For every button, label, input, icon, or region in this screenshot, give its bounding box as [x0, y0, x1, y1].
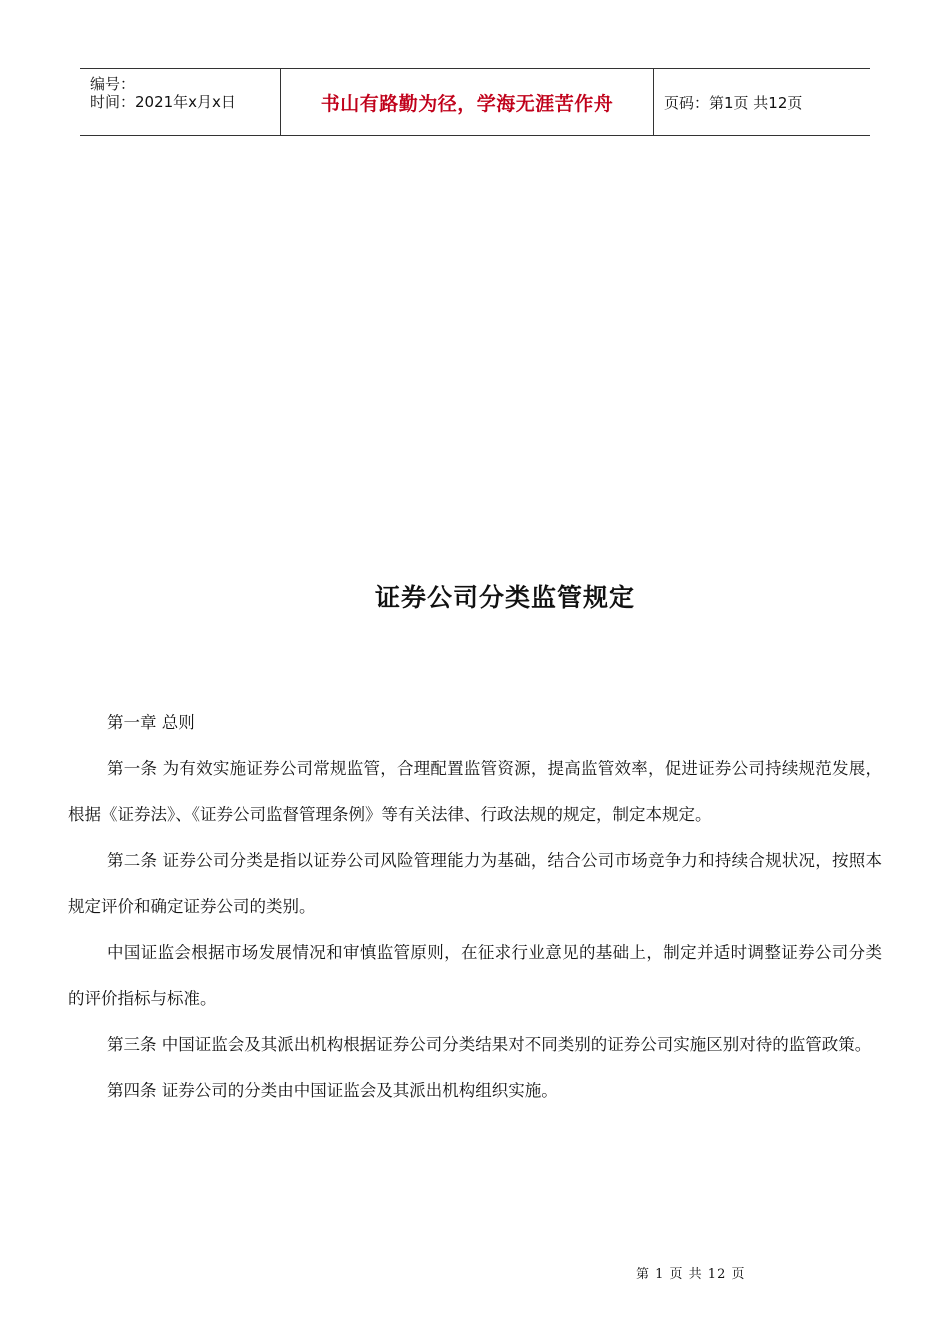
article-paragraph: 第一条 为有效实施证券公司常规监管，合理配置监管资源，提高监管效率，促进证券公司持续规范发展，根据《证券法》、《证券公司监督管理条例》等有关法律、行政法规的规定，制定本规定。	[68, 759, 882, 824]
header-page-cell	[654, 69, 870, 135]
motto-text: 书山有路勤为径，学海无涯苦作舟	[320, 92, 614, 115]
page-footer: 第 1 页 共 12 页	[636, 1267, 746, 1282]
number-label: 编号：	[90, 75, 136, 93]
page-label: 页码：第1页 共12页	[664, 93, 803, 112]
header-motto-cell	[281, 69, 654, 135]
document-body	[68, 700, 882, 1114]
time-label: 时间：2021年x月x日	[90, 93, 236, 111]
article-paragraph: 第四条 证券公司的分类由中国证监会及其派出机构组织实施。	[107, 1081, 558, 1100]
article-paragraph: 第二条 证券公司分类是指以证券公司风险管理能力为基础，结合公司市场竞争力和持续合规状况，按照本规定评价和确定证券公司的类别。	[68, 851, 882, 916]
header-meta-cell	[80, 69, 281, 135]
article-paragraph: 第三条 中国证监会及其派出机构根据证券公司分类结果对不同类别的证券公司实施区别对待的监管政策。	[107, 1035, 872, 1054]
chapter-heading: 第一章 总则	[107, 713, 195, 732]
document-title: 证券公司分类监管规定	[374, 583, 635, 612]
body-paragraph: 中国证监会根据市场发展情况和审慎监管原则，在征求行业意见的基础上，制定并适时调整证券公司分类的评价指标与标准。	[68, 943, 882, 1008]
header-table	[80, 68, 870, 136]
